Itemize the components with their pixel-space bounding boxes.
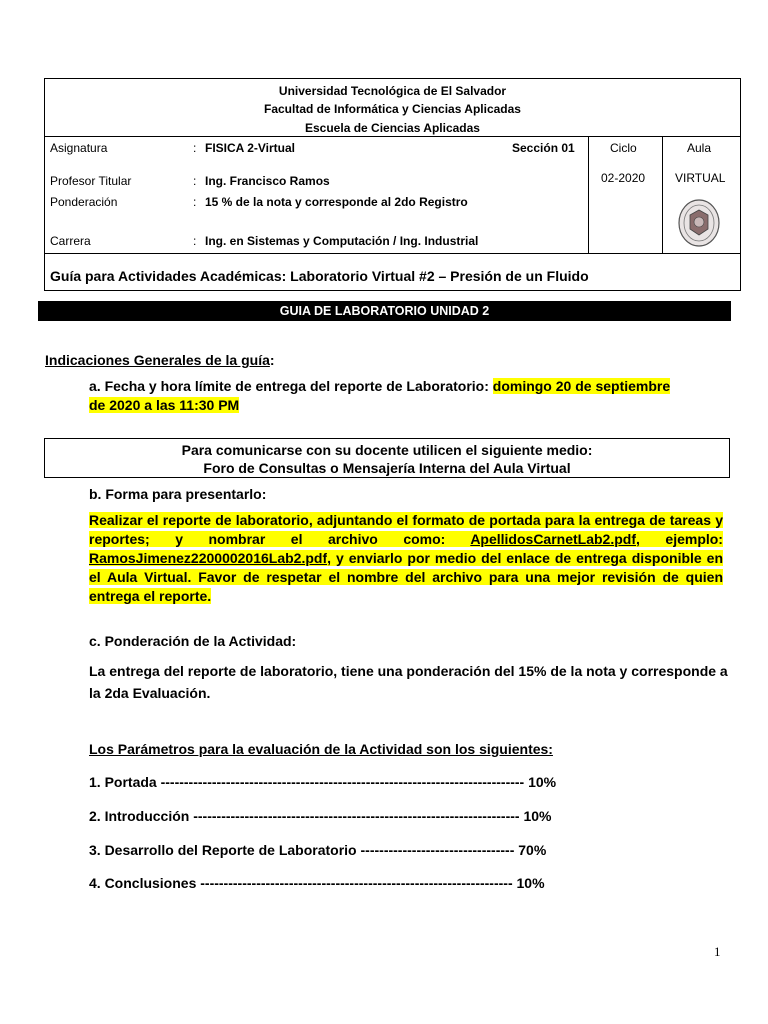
list-item: 1. Portada ------------------------------------------------------------------------------ 10%	[89, 774, 557, 790]
list-item: 4. Conclusiones ------------------------------------------------------------------- 10%	[89, 875, 545, 891]
faculty-name: Facultad de Informática y Ciencias Aplicadas	[264, 102, 521, 116]
school-name: Escuela de Ciencias Aplicadas	[305, 121, 480, 135]
row-label-ponderacion: Ponderación	[50, 195, 118, 209]
contact-line2: Foro de Consultas o Mensajería Interna del Aula Virtual	[203, 460, 571, 476]
item-b-text-2: , ejemplo:	[636, 531, 723, 547]
divider	[45, 253, 740, 254]
indicaciones-heading-colon: :	[269, 352, 275, 368]
colon: :	[193, 174, 197, 188]
aula-value: VIRTUAL	[675, 171, 726, 185]
colon: :	[193, 234, 197, 248]
row-value-carrera: Ing. en Sistemas y Computación / Ing. Industrial	[205, 234, 479, 248]
list-item: 3. Desarrollo del Reporte de Laboratorio --------------------------------- 70%	[89, 842, 547, 858]
guide-title: Guía para Actividades Académicas: Laboratorio Virtual #2 – Presión de un Fluido	[50, 268, 589, 284]
filename-example: RamosJimenez2200002016Lab2.pdf	[89, 550, 328, 566]
deadline-highlight-cont: de 2020 a las 11:30 PM	[89, 397, 240, 413]
item-c-text: La entrega del reporte de laboratorio, tiene una ponderación del 15% de la nota y corresponde a la 2da Evaluación.	[89, 663, 728, 701]
contact-line1: Para comunicarse con su docente utilicen el siguiente medio:	[181, 442, 593, 458]
row-value-ponderacion: 15 % de la nota y corresponde al 2do Registro	[205, 195, 468, 209]
row-value-asignatura: FISICA 2-Virtual	[205, 141, 296, 155]
colon: :	[193, 141, 197, 155]
section-value: Sección 01	[512, 141, 575, 155]
university-name: Universidad Tecnológica de El Salvador	[278, 84, 507, 98]
indicaciones-heading-text: Indicaciones Generales de la guía	[45, 352, 270, 368]
divider	[588, 136, 589, 253]
row-label-asignatura: Asignatura	[50, 141, 108, 155]
contact-box	[44, 438, 730, 478]
colon: :	[193, 195, 197, 209]
ciclo-value: 02-2020	[601, 171, 646, 185]
item-a-line1	[89, 378, 670, 394]
ciclo-label: Ciclo	[610, 141, 637, 155]
indicaciones-heading	[45, 352, 275, 368]
row-label-profesor: Profesor Titular	[50, 174, 132, 188]
row-label-carrera: Carrera	[50, 234, 91, 248]
item-b-paragraph	[89, 511, 723, 606]
divider	[45, 136, 740, 137]
deadline-highlight: domingo 20 de septiembre	[492, 378, 671, 394]
page-number: 1	[714, 944, 721, 959]
item-a-line2	[89, 397, 239, 413]
row-value-profesor: Ing. Francisco Ramos	[205, 174, 330, 188]
item-b-heading: b. Forma para presentarlo:	[89, 486, 267, 502]
item-b-text-3: , y enviarlo por medio del enlace de entrega disponible en el Aula Virtual. Favor de respetar el nombre del archivo para una mejor revisión de quien entrega el reporte.	[89, 550, 723, 604]
item-a-prefix: a. Fecha y hora límite de entrega del reporte de Laboratorio:	[89, 378, 489, 394]
divider	[662, 136, 663, 253]
parametros-heading: Los Parámetros para la evaluación de la Actividad son los siguientes:	[89, 741, 553, 757]
header-table	[44, 78, 741, 291]
university-seal-icon	[678, 199, 720, 247]
filename-format: ApellidosCarnetLab2.pdf	[470, 531, 636, 547]
item-b-text-1: Realizar el reporte de laboratorio, adjuntando el formato de portada para la entrega de tareas y reportes; y nombrar el archivo como:	[89, 512, 723, 547]
item-c-heading: c. Ponderación de la Actividad:	[89, 633, 297, 649]
list-item: 2. Introducción ---------------------------------------------------------------------- 10%	[89, 808, 552, 824]
section-banner: GUIA DE LABORATORIO UNIDAD 2	[38, 301, 731, 321]
aula-label: Aula	[687, 141, 712, 155]
